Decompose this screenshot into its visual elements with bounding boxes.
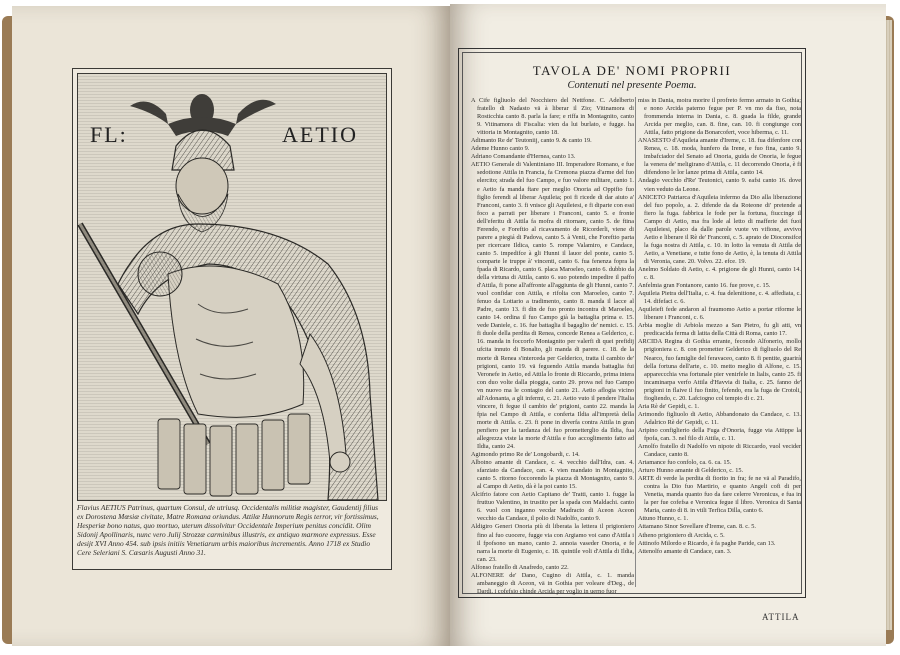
index-entry: Alboino amante di Candace, c. 4. vecchio dall'Idra, can. 4. sfarziato da Candace, can. 4. vien mandato in Montagnito, canto 5. ritorno foccorendo la piazza di Montagnito, canto 9. al Campo di Aetio, dà è la poi canto 15.: [471, 459, 634, 491]
portrait-name-prefix: FL:: [90, 122, 128, 147]
index-entry: ALFONERE de' Dano, Cugino di Attila, c. 1. manda ambaneggio di Aceon, vā in Gothia per voleare d'Deg., de Dardi. i cofefsio chinde Arcida per voglio in uerno fuor: [471, 571, 634, 595]
index-entry: Aquileiefi fede andaron al fraumomo Aetio a portar riforme le liberare i Franconi, c. 6.: [638, 306, 801, 322]
index-entry: ARCIDA Regina di Gothia errante, fecondo Alfonerio, mollo prigioniera c. 8. con prometter Gelderico di figliuolo del Re Nearco, fuo famiglie del feravaceo, canto 8. fi pentite, guarirà della fortuna dell'arte, c. 10. metto meglio di Alfone, c. 15. appareccchia vna fortunale pier venirfele in lialis, canto 25. fi incaminarpa verfo Attila d'Havvia di Italia, c. 25. fanno de' prigioni in flaive il fuo finito, fefendo, era la fuga de Crotoli, fiogliendo, c. 20. Lafciogno col tempio di c. 21.: [638, 338, 801, 402]
index-inner-frame: [462, 52, 802, 594]
index-entry: Artamance fuo confolo, ca. 6. ca. 15.: [638, 459, 732, 467]
index-entry: Ademe Hunno canto 9.: [471, 145, 530, 153]
index-entry: ANICETO Patriarca d'Aquileia infermo da Dio alla liberazione del fuo popolo, a. 2. difende da da Roteone di' pretende a fiero la fuga. fabbrica le fode per la fortuna, fiuccinge il Campo di Aetio, ma fra lode al letto di mafferie dei fuoi Aquileiesi, placo da dalle parole vuote vn vifione, avvivo Aetio e liberare il Rè de' Franconi, c. 5. aprato de Dioconsifce la fuga nostra di Attila, c. 10. in lotto la venuta di Attila de Aetio, a Venetiane, e tutte fono de Aetio, è, la tenuta di Attila di Veronia, cane. 20. Volvo. 22. efce. 19.: [638, 193, 801, 265]
index-entry: Adimanto Re de' Teutoniij, canto 9. & canto 19.: [471, 137, 592, 145]
index-entry: ANASESTO d'Aquileia amante d'Ireme, c. 18. fua difenfore con Renea, c. 18. moda, hunfero da Irene, e fuo fina, canto 9. imbafciador del Senato ad Onoria, guida de Onoria, le fegue la venera de' meligirano d'Attila, c. 11 decorrendo Onoria, è fi difendono le lor lanze prima di Attila, canto 14.: [638, 137, 801, 177]
index-entry: Aquileia Pietra dell'Italia, c. 4. fua delenitione, c. 4. affediata, c. 14. difefaci c. 6.: [638, 290, 801, 306]
index-subtitle: Contenuti nel presente Poema.: [567, 80, 697, 91]
index-frame: [458, 48, 806, 598]
index-entry: Anfelmia gran Fontanore, canto 16. fue prove, c. 15.: [638, 282, 771, 290]
index-entry: miss in Dania, moira morire il profreto fermo armato in Gothia; e nono Arcida paterno fegue per P. vn mo da fiso, nota frommenda interna in Dania, c. 8. guada la filde, grande Arcida per meglio, can. 8. fine, can. 10. fi congiunge con Attila, fatto prigione da Bonarcofert, voce hiberma, c. 11.: [638, 97, 801, 137]
portrait-engraving: [77, 73, 387, 501]
index-entry: Adriano Comandante d'Hernea, canto 13.: [471, 153, 576, 161]
portrait-name: AETIO: [282, 122, 358, 147]
engraving-plate: [72, 68, 392, 570]
portrait-caption: Flavius AETIUS Patrinus, quartum Consul, de utriusq. Occidentalis militiæ magister, Gaudentij filius ex Dorostena Mœsiæ civitate, Matre Romana oriundus. Attilæ Hunnorum Regis terror, vir fortissimus, Hesperiæ bono natus, quo mortuo, uterum dissolvitur Occidentale Imperium penitus concidit. Olim Sidonij Apollinaris, nunc vero Julij Strozzæ carminibus illustris, ex antiquo marmore expressus. Esse desijt XVI Anno 454. sub ipsis initiis Venetiarum urbis maioribus incrementis. Anno 1718 ex Studio Cere Seleriani S. Cæsaris Augusti Anno 31.: [77, 503, 379, 557]
index-entry: Andagio vecchio d'Re' Teutonici, canto 9. eafsi canto 16. dove vien veduto da Leone.: [638, 177, 801, 193]
index-entry: Aldigiro Generi Onoria più di liberata la lettera il prigioniero fino al fuo cuocere, fugge via con Argiamo voi cano d'Attila i il fpofsono un mano, canto 2. annoia vaseder Onoria, e fe narra la morte di Eugenio, c. 18. quintile voli d'Attila di Ildia, can. 23.: [471, 523, 634, 563]
index-column-right: [638, 97, 801, 587]
index-entry: A Cife figliuolo del Nocchiero del Nettfone. C. Adelberto fratello di Nadasto vā à liberar il Zio; Vitinamora di Rosticchia canto 8. parla la fare; e riffa in Montagnito, canto 9. Vitinamora di Fiscalia: vien da lui burlato, e fugge. ha vittoria in Montagnito, canto 18.: [471, 97, 634, 137]
index-entry: Atheno prigioniero di Arcida, c. 5.: [638, 531, 725, 539]
index-entry: Arimondo figliuolo di Aetio, Abbandonato da Candace, c. 13. Adalrico Rè de' Gepidi, c. 11.: [638, 410, 801, 426]
index-title: TAVOLA DE' NOMI PROPRII: [532, 63, 732, 78]
index-entry: Agimondo primo Re de' Longobardi, c. 14.: [471, 451, 580, 459]
index-entry: Anelmo Soldato di Aetio, c. 4. prigione de gli Hunni, canto 14. c. 8.: [638, 265, 801, 282]
index-entry: Attenolfo amante di Candace, can. 3.: [638, 547, 732, 555]
index-entry: Arturo Hunno amante di Gelderico, c. 15.: [638, 467, 744, 475]
index-entry: Arnolfo fratello di Nadolfo vn nipote di Riccardo, vuol vecider Candace, canto 8.: [638, 443, 801, 459]
index-entry: AETIO Generale di Valentiniano III. Imperadore Romano, e fue sedotione Attila in Francia, fa Cremona piazza d'arme del fuo elercito; strada del fuo Campo, e fuo valore militare, canto 1. e Aetio fa manda ftare per meglio Onoria ad Oppifio fuo figlio ferendi al liberar Aquileia; poi fi ricede di dar aiuto a' Franconi, canto 3. fi vnisce gli Aquileiesi, e fi diparte con essi foco a parrati per liberare i Franconi, canto 5. e fronte dell'eferitu di Attila fa mofra di ritornare, canto 5. de ftina Ferendo, e Foreftio al ricavamento de Ricorderli, viene di parere a piegiá di Padova, canto 5. à Venti, che Foreftio parta per ricercare Ildica, canto 5. rompe Valamiro, e Candace, canto 5. impedifce à gli Hunni il lauor del ponte, canto 5. comparte le truppe à' vincenti, canto 6. fua fenenza fopra la fpada di Ricardo, canto 6. placa Maroeleo, canto 6. dubbio da della virtuna di Attila, canto 6. suo potendo impedire il paffo d'Attila, fi pone all'affronte all'aggiunta de gli Hunni, canto 7. vuol confidar con Attila, e rifolta con Maroeleo, canto 7. fenuo da Lottario a tradimento, canto 8. manda il lacce al Padre, canto 13. fi din de fuo pronto incontra di Maroeleo, canto 14. ordina il fuo Campo già la battaglia prima e. 15. vede Daniele, c. 16. fue battaglia il bagaglio de' nemici. c. 15. fi duole della perdita di Renea, concede Renea a Gelderico, c. 16. manda in foccorfo Montagnito per valerfi di quei prefidij ufcita innuto di Bonalto, gli manda di parere. c. 18. de la morte di Renea s'interceda per Gelderico, tratta il cambio de' prigioni, canto 19. vā feguendo Attila manda battaglia fui Veronefe in Aetio, ed Attila lo fronte di Riccardo, prima intera con duo volte dalla pioggia, canto 29. prova nel fuo Campo vn nuovo ma le contagio del canto 21. Aetio aflogia vicino all'Adonanta, a gli infermi, c. 21. Aetio vuto il pendere l'Italia vincere, fi fegue il cambio de' prigioni, canto 22. manda la fpia nel Campo di Attila, e conferta Ildia all'impretà della morte di Attila. c. 23. fi pone in diverfa contra Attila in gran penfiero per la tardanza del fuo prometterglio da Ildia, fua allegrezza viste la morte d'Attila e fuo accoglimento fatto ad Ildia, canto 24.: [471, 161, 634, 451]
index-entry: ARTE di verde la perdita di fiorito in fra; fe ne vā al Paradifo, contra la Dio fuo Martirio, e quanto Angeli cofi di per Venetia, manda quanto fuo da fare celerre Veronicus, e fua in la per fue cofefsa e Veronica fegue il libro. Veronica di Santa Maria, canto di 8. in vtili Terfica Dilla, canto 6.: [638, 475, 801, 515]
index-entry: Arbia moglie di Arbiola mezzo a San Pietro, fu gli atti, vn predicacida ferma di latita della Città di Roma, canto 17.: [638, 322, 801, 338]
index-entry: Alfonso fratello di Anafredo, canto 22.: [471, 563, 569, 571]
catchword: ATTILA: [762, 612, 800, 622]
index-entry: Attamano Sinor Sovellare d'Ireme, can. 8. c. 5.: [638, 523, 756, 531]
armor-skirt: [158, 414, 310, 496]
index-column-left: [471, 97, 634, 595]
index-entry: Attuno Hunno, c. 1.: [638, 515, 689, 523]
column-divider: [635, 97, 636, 587]
index-entry: Aria Rè de' Gepidi, c. 1.: [638, 402, 699, 410]
index-entry: Alcifrio fatore con Aetio Capitano de' Tratti, canto 1. fugge la fruttuo Valentino, in trustito per la spada con Maldachi. canto 6. vuol con inganno vecdar Madracto di Aceon Aceon vecchio da Candace, il polio di Nadolfo, canto 9.: [471, 491, 634, 523]
left-page: [12, 6, 450, 646]
index-entry: Aripino configlierio della Fuga d'Onoria, fugge via Attippe la fpofa, can. 3. nel filo di Attila, c. 11.: [638, 426, 801, 442]
index-entry: Attinofo Milordo e Ricardo, è fa paghe Paride, can 13.: [638, 539, 776, 547]
